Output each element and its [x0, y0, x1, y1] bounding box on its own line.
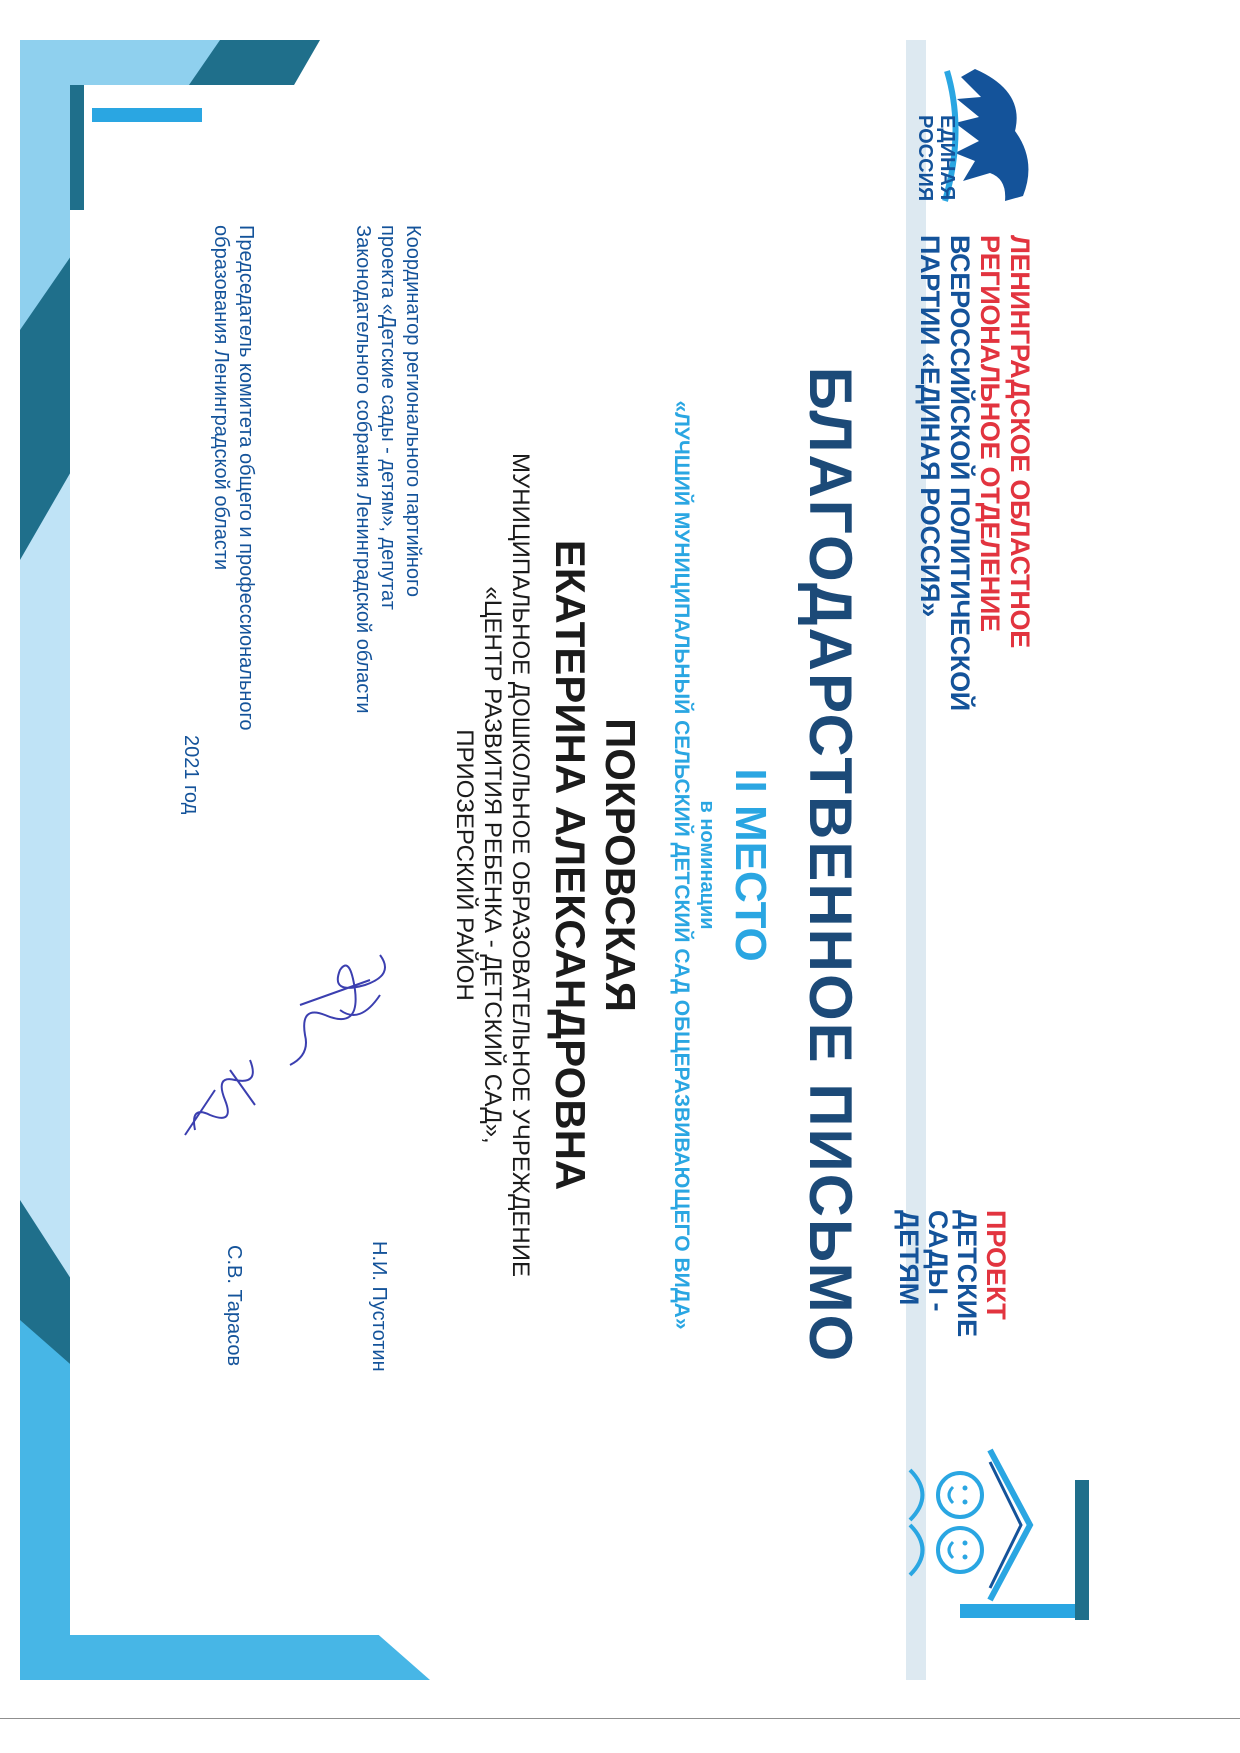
- recipient-surname: ПОКРОВСКАЯ: [597, 718, 644, 1012]
- logo-text-line2: РОССИЯ: [914, 115, 936, 202]
- logo-text-line1: ЕДИНАЯ: [936, 115, 958, 201]
- party-header: [915, 235, 1035, 935]
- signer-1-title: [350, 225, 425, 745]
- signature-2: [180, 1045, 270, 1145]
- org-line-1: МУНИЦИПАЛЬНОЕ ДОШКОЛЬНОЕ ОБРАЗОВАТЕЛЬНОЕ УЧРЕЖДЕНИЕ: [507, 453, 534, 1277]
- party-line-1: ЛЕНИНГРАДСКОЕ ОБЛАСТНОЕ: [1005, 235, 1035, 648]
- recipient-given-names: ЕКАТЕРИНА АЛЕКСАНДРОВНА: [547, 539, 594, 1191]
- certificate-title: БЛАГОДАРСТВЕННОЕ ПИСЬМО: [797, 366, 864, 1364]
- org-line-3: ПРИОЗЕРСКИЙ РАЙОН: [451, 729, 478, 1001]
- party-line-4: ПАРТИИ «ЕДИНАЯ РОССИЯ»: [915, 235, 945, 617]
- nomination-name: «ЛУЧШИЙ МУНИЦИПАЛЬНЫЙ СЕЛЬСКИЙ ДЕТСКИЙ САД ОБЩЕРАЗВИВАЮЩЕГО ВИДА»: [670, 400, 693, 1330]
- signer-1-name: Н.И. Пустотин: [368, 1241, 390, 1372]
- signer-2-title: [208, 225, 258, 745]
- project-line-2: ДЕТСКИЕ: [952, 1210, 982, 1338]
- signer-1-line-1: Координатор регионального партийного: [402, 225, 424, 597]
- signer-1-line-2: проекта «Детские сады - детям», депутат: [377, 225, 399, 610]
- project-line-1: ПРОЕКТ: [981, 1210, 1011, 1320]
- party-line-2: РЕГИОНАЛЬНОЕ ОТДЕЛЕНИЕ: [975, 235, 1005, 632]
- project-line-3: САДЫ -: [923, 1210, 953, 1312]
- issue-year: 2021 год: [180, 735, 202, 815]
- signer-2-line-1: Председатель комитета общего и профессионального: [235, 225, 257, 731]
- project-line-4: ДЕТЯМ: [894, 1210, 924, 1306]
- party-line-3: ВСЕРОССИЙСКОЙ ПОЛИТИЧЕСКОЙ: [945, 235, 975, 711]
- kids-project-logo: [905, 1440, 1035, 1610]
- organization: [450, 55, 534, 1675]
- org-line-2: «ЦЕНТР РАЗВИТИЯ РЕБЕНКА - ДЕТСКИЙ САД»,: [479, 586, 506, 1144]
- award-place: II МЕСТО: [726, 768, 775, 962]
- scan-edge-line: [0, 1718, 1240, 1719]
- nomination-label: в номинации: [696, 800, 718, 930]
- recipient-name: [545, 55, 645, 1675]
- signer-2-name: С.В. Тарасов: [223, 1245, 245, 1367]
- certificate-content: [90, 55, 1090, 1675]
- accent-bar-top-left-dark: [70, 85, 84, 210]
- signature-1: [280, 935, 400, 1075]
- signer-1-line-3: Законодательного собрания Ленинградской области: [352, 225, 374, 714]
- project-header: [894, 1210, 1010, 1430]
- united-russia-logo-text: [914, 115, 958, 225]
- signer-2-line-2: образования Ленинградской области: [210, 225, 232, 571]
